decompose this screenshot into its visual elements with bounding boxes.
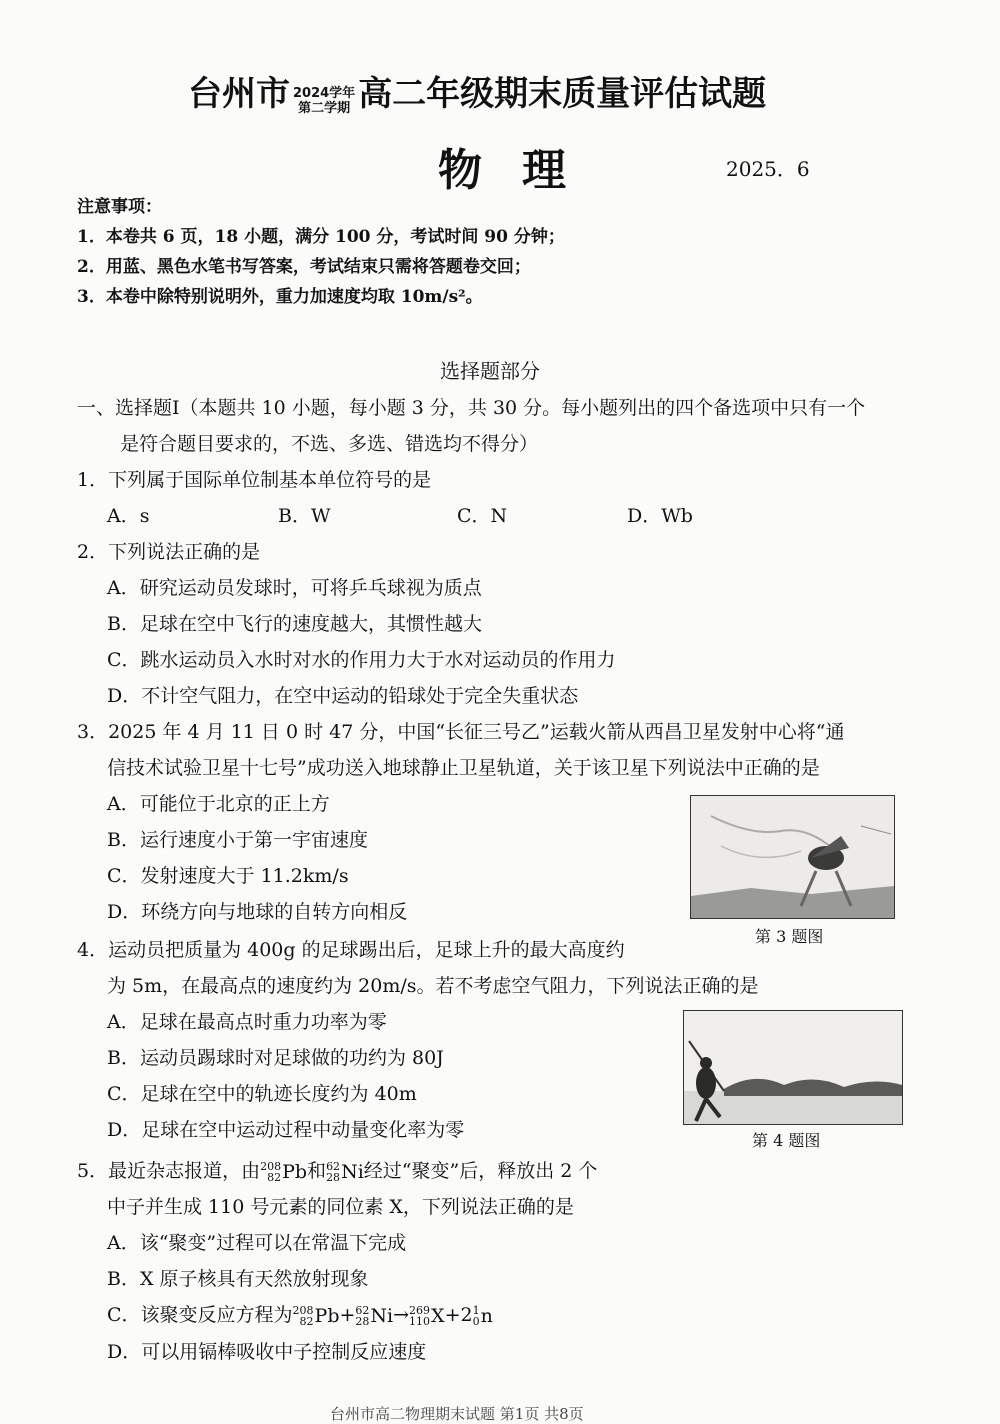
nuclide-atomic-number: 28 [326,1171,341,1184]
note-item: 2．用蓝、黑色水笔书写答案，考试结束只需将答题卷交回； [77,257,531,277]
nuclide-x [409,1298,445,1334]
q5-stem-text: 经过“聚变”后，释放出 2 个 [363,1160,598,1182]
q3-option-b: B．运行速度小于第一宇宙速度 [107,829,368,851]
nuclide-symbol: Pb [282,1161,308,1183]
q4-stem-line1: 4．运动员把质量为 400g 的足球踢出后，足球上升的最大高度约 [77,939,625,961]
nuclide-ni [355,1298,393,1334]
notes-heading: 注意事项： [77,197,162,217]
q5-stem-text: 5．最近杂志报道，由 [77,1160,261,1182]
q5-option-c-text: C．该聚变反应方程为 [107,1304,293,1326]
q5-stem-line2: 中子并生成 110 号元素的同位素 X，下列说法正确的是 [107,1196,574,1218]
q4-option-d: D．足球在空中运动过程中动量变化率为零 [107,1119,465,1141]
section-title: 选择题部分 [440,359,540,383]
nuclide-mass-number: 269 [409,1304,431,1317]
q5-option-c [107,1297,493,1334]
q4-stem-line2: 为 5m，在最高点的速度约为 20m/s。若不考虑空气阻力，下列说法正确的是 [107,975,759,997]
q3-figure [690,795,895,919]
nuclide-neutron [473,1298,493,1334]
nuclide-symbol: n [480,1305,493,1327]
nuclide-atomic-number: 110 [409,1315,431,1328]
nuclide-symbol: Pb [314,1305,340,1327]
nuclide-mass-number: 208 [260,1160,282,1173]
nuclide-mass-number: 62 [355,1304,370,1317]
q5-option-a: A．该“聚变”过程可以在常温下完成 [107,1232,407,1254]
part1-line1: 一、选择题Ⅰ（本题共 10 小题，每小题 3 分，共 30 分。每小题列出的四个备选项中只有一个 [77,397,866,419]
q1-option-d: D．Wb [627,505,693,527]
title-year: 2024学年 [293,85,356,101]
nuclide-mass-number: 62 [326,1160,341,1173]
title-main: 高二年级期末质量评估试题 [358,74,767,114]
q5-option-b: B．X 原子核具有天然放射现象 [107,1268,369,1290]
nuclide-mass-number: 208 [292,1304,314,1317]
q5-stem-line1 [77,1153,597,1190]
nuclide-atomic-number: 28 [355,1315,370,1328]
q3-option-d: D．环绕方向与地球的自转方向相反 [107,901,408,923]
q3-stem-line1: 3．2025 年 4 月 11 日 0 时 47 分，中国“长征三号乙”运载火箭从西昌卫星发射中心将“通 [77,721,845,743]
q2-option-d: D．不计空气阻力，在空中运动的铅球处于完全失重状态 [107,685,579,707]
title-city: 台州市 [188,74,290,114]
q4-option-b: B．运动员踢球时对足球做的功约为 80J [107,1047,444,1069]
nuclide-symbol: X [431,1305,445,1327]
q1-stem: 1．下列属于国际单位制基本单位符号的是 [77,469,432,491]
nuclide-symbol: Ni [341,1161,364,1183]
reaction-arrow: → [393,1304,410,1326]
q1-option-b: B．W [278,505,331,527]
football-kick-photo [684,1011,902,1124]
plus-sign: + [339,1304,356,1326]
q4-option-a: A．足球在最高点时重力功率为零 [107,1011,387,1033]
nuclide-symbol: Ni [370,1305,394,1327]
q3-option-c: C．发射速度大于 11.2km/s [107,865,349,887]
nuclide-atomic-number: 82 [267,1171,282,1184]
q3-option-a: A．可能位于北京的正上方 [107,793,330,815]
nuclide-atomic-number: 82 [299,1315,314,1328]
q3-stem-line2: 信技术试验卫星十七号”成功送入地球静止卫星轨道，关于该卫星下列说法中正确的是 [107,757,820,779]
nuclide-atomic-number: 0 [472,1315,480,1328]
q2-option-b: B．足球在空中飞行的速度越大，其惯性越大 [107,613,482,635]
q4-figure-caption: 第 4 题图 [752,1131,821,1150]
title-term-stack [293,86,355,116]
q1-option-a: A．s [107,505,150,527]
q2-option-c: C．跳水运动员入水时对水的作用力大于水对运动员的作用力 [107,649,616,671]
nuclide-pb [260,1154,307,1190]
plus-sign: +2 [444,1304,473,1326]
q4-figure [683,1010,903,1125]
subject-title: 物理 [438,145,606,196]
title-semester: 第二学期 [298,100,351,116]
part1-line2: 是符合题目要求的，不选、多选、错选均不得分） [120,433,539,455]
nuclide-pb [293,1298,340,1334]
q5-stem-text: 和 [307,1160,327,1182]
exam-date: 2025．6 [726,157,810,181]
exam-title [188,74,766,116]
q2-stem: 2．下列说法正确的是 [77,541,261,563]
note-item: 3．本卷中除特别说明外，重力加速度均取 10m/s²。 [77,287,483,307]
page-footer: 台州市高二物理期末试题 第1页 共8页 [330,1405,584,1423]
q4-option-c: C．足球在空中的轨迹长度约为 40m [107,1083,417,1105]
nuclide-mass-number: 1 [472,1304,480,1317]
q1-option-c: C．N [457,505,508,527]
q2-option-a: A．研究运动员发球时，可将乒乓球视为质点 [107,577,482,599]
q3-figure-caption: 第 3 题图 [755,927,824,946]
rocket-launch-photo [691,796,894,918]
nuclide-ni [326,1154,364,1190]
note-item: 1．本卷共 6 页，18 小题，满分 100 分，考试时间 90 分钟； [77,227,565,247]
q5-option-d: D．可以用镉棒吸收中子控制反应速度 [107,1341,427,1363]
notes-block [77,192,565,312]
